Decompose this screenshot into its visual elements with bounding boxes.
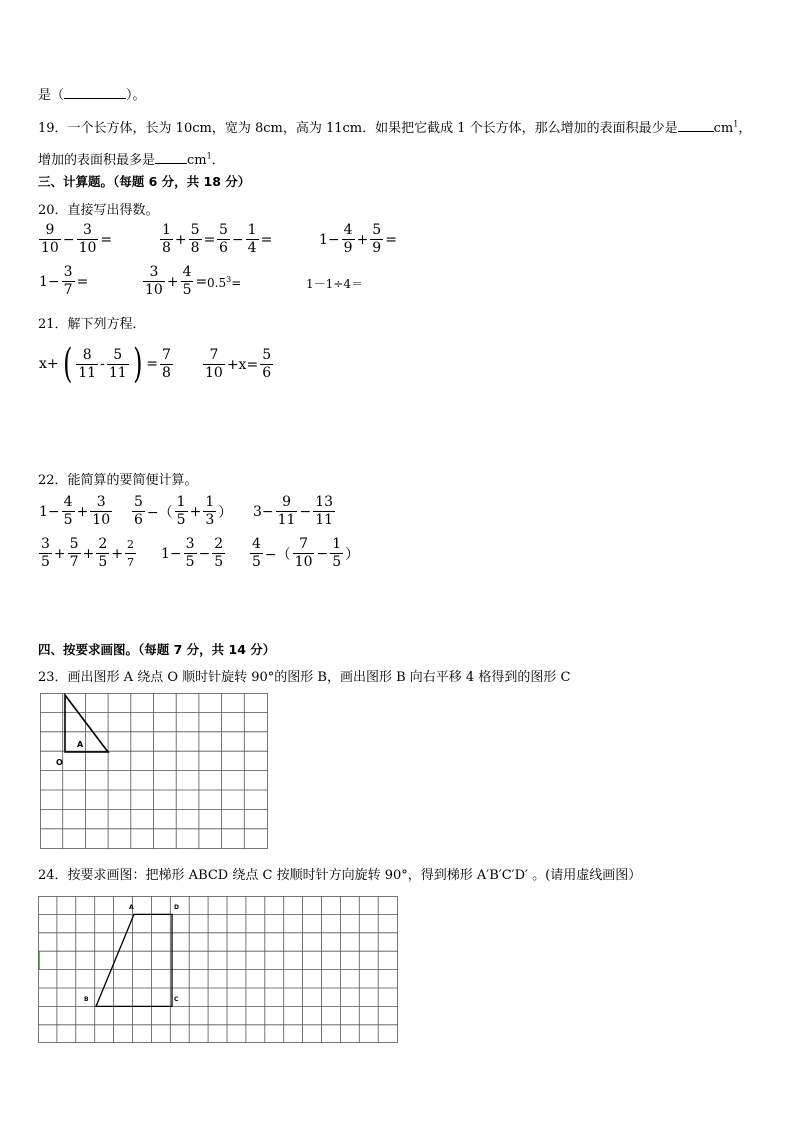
answer-blank[interactable] xyxy=(155,163,187,164)
fraction: $\frac{1}{4}$ xyxy=(247,222,257,256)
q22-expr-3: 3− $\frac{9}{11}$ − $\frac{13}{11}$ xyxy=(253,494,334,528)
fraction: $\frac{2}{5}$ xyxy=(214,536,224,570)
q22-title: 22．能简算的要简便计算。 xyxy=(38,473,198,488)
triangle-a xyxy=(65,695,108,752)
fraction: $\frac{3}{7}$ xyxy=(63,264,73,298)
fraction: $\frac{3}{10}$ xyxy=(78,222,97,256)
q22-expr-6: $\frac{4}{5}$ −（ $\frac{7}{10}$ − $\frac{1}{5}$ ） xyxy=(252,536,360,570)
q20-expr-4: 1− $\frac{4}{9}$ + $\frac{5}{9}$ = xyxy=(319,222,397,256)
fraction: $\frac{7}{10}$ xyxy=(205,347,223,381)
fraction: $\frac{1}{5}$ xyxy=(176,494,186,528)
q24-grid-figure[interactable] xyxy=(38,896,399,1044)
fraction: $\frac{7}{8}$ xyxy=(161,346,171,381)
fraction: $\frac{5}{11}$ xyxy=(108,346,127,381)
label-a: A xyxy=(77,740,84,749)
fraction: $\frac{9}{11}$ xyxy=(277,494,296,528)
label-b: B xyxy=(84,996,89,1003)
q20-expr-3: $\frac{5}{6}$ − $\frac{1}{4}$ = xyxy=(219,222,273,256)
q20-title: 20．直接写出得数。 xyxy=(38,203,159,218)
q22-expr-1: 1− $\frac{4}{5}$ + $\frac{3}{10}$ xyxy=(39,494,111,528)
fraction: $\frac{3}{10}$ xyxy=(145,264,163,298)
q24-title: 24．按要求画图：把梯形 ABCD 绕点 C 按顺时针方向旋转 90°，得到梯形 A′B′C′D′ 。(请用虚线画图） xyxy=(38,868,642,883)
fraction: $\frac{1}{5}$ xyxy=(332,536,342,570)
fraction: $\frac{4}{5}$ xyxy=(252,536,261,570)
fraction: $\frac{1}{8}$ xyxy=(162,222,171,256)
fraction: $\frac{13}{11}$ xyxy=(315,494,334,528)
q19-line1: 19．一个长方体，长为 10cm，宽为 8cm，高为 11cm．如果把它截成 1 个长方体，那么增加的表面积最少是 $cm^1$， xyxy=(38,119,752,136)
fraction: $\frac{2}{7}$ xyxy=(126,538,134,569)
fraction: $\frac{7}{10}$ xyxy=(294,536,313,570)
q20-expr-7: $0.5^3=$ xyxy=(207,275,242,290)
fraction: $\frac{8}{11}$ xyxy=(78,346,97,381)
answer-blank[interactable] xyxy=(678,131,714,132)
q23-title: 23．画出图形 A 绕点 O 顺时针旋转 90°的图形 B，画出图形 B 向右平移 4 格得到的图形 C xyxy=(38,670,571,685)
grid-lines xyxy=(38,896,398,1043)
q22-expr-2: $\frac{5}{6}$ −（ $\frac{1}{5}$ + $\frac{1}{3}$ ） xyxy=(134,494,233,528)
trapezoid-abcd xyxy=(96,914,172,1006)
fraction: $\frac{5}{6}$ xyxy=(134,494,143,528)
q21-equation-1: x+ ( $\frac{8}{11}$ - $\frac{5}{11}$ ) = $\frac{7}{8}$ xyxy=(39,341,171,387)
answer-blank[interactable] xyxy=(64,98,126,99)
grid-lines xyxy=(40,693,268,849)
section-3-title: 三、计算题。（每题 6 分，共 18 分） xyxy=(38,174,251,189)
fraction: $\frac{3}{10}$ xyxy=(92,494,111,528)
label-d: D xyxy=(174,904,179,911)
q23-grid-figure[interactable] xyxy=(40,693,269,850)
q18-tail: 是（ ）。 xyxy=(38,88,146,103)
fraction: $\frac{3}{5}$ xyxy=(185,536,195,570)
q22-expr-5: 1− $\frac{3}{5}$ − $\frac{2}{5}$ xyxy=(161,536,224,570)
fraction: $\frac{3}{5}$ xyxy=(41,536,50,570)
q20-expr-5: 1− $\frac{3}{7}$ = xyxy=(39,264,89,298)
fraction: $\frac{2}{5}$ xyxy=(98,536,108,570)
fraction: $\frac{5}{6}$ xyxy=(262,347,272,381)
q20-expr-2: $\frac{1}{8}$ + $\frac{5}{8}$ = xyxy=(162,222,216,256)
q20-expr-1: $\frac{9}{10}$ − $\frac{3}{10}$ = xyxy=(41,222,113,256)
section-4-title: 四、按要求画图。（每题 7 分，共 14 分） xyxy=(38,642,276,657)
q21-equation-2: $\frac{7}{10}$ +x= $\frac{5}{6}$ xyxy=(205,347,272,381)
q19-line2: 增加的表面积最多是 $cm^1$． xyxy=(38,151,225,168)
fraction: $\frac{9}{10}$ xyxy=(41,222,59,256)
q20-expr-6: $\frac{3}{10}$ + $\frac{4}{5}$ = xyxy=(145,264,208,298)
fraction: $\frac{5}{7}$ xyxy=(69,536,79,570)
label-c: C xyxy=(174,996,179,1003)
fraction: $\frac{5}{6}$ xyxy=(219,222,228,256)
fraction: $\frac{4}{9}$ xyxy=(343,222,353,256)
q20-expr-8: 1－1÷4＝ xyxy=(306,277,363,291)
q21-title: 21．解下列方程． xyxy=(38,317,146,332)
fraction: $\frac{5}{9}$ xyxy=(372,222,382,256)
fraction: $\frac{5}{8}$ xyxy=(190,222,200,256)
label-o: O xyxy=(56,758,63,767)
fraction: $\frac{4}{5}$ xyxy=(63,494,73,528)
fraction: $\frac{1}{3}$ xyxy=(205,494,215,528)
fraction: $\frac{4}{5}$ xyxy=(182,264,192,298)
q22-expr-4: $\frac{3}{5}$ + $\frac{5}{7}$ + $\frac{2}{5}$ + $\frac{2}{7}$ xyxy=(41,536,134,570)
label-a: A xyxy=(129,904,134,911)
